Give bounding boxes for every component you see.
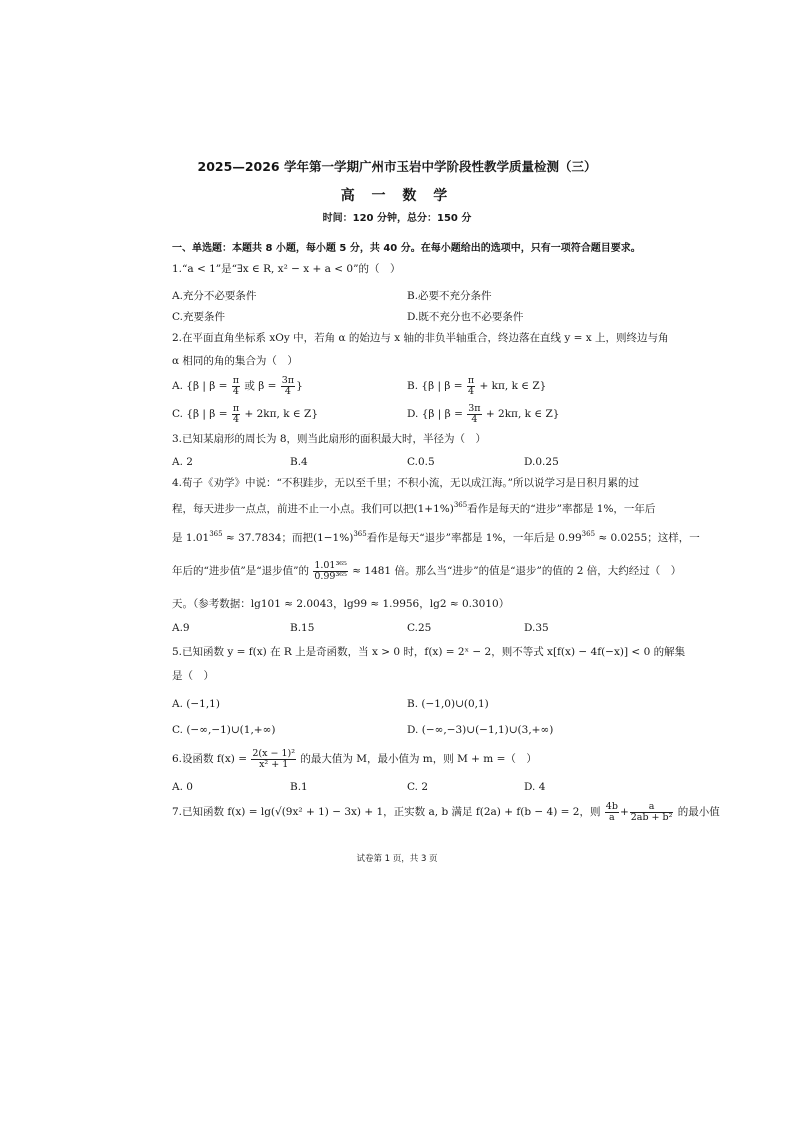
q7-suffix: 的最小值 [677, 806, 720, 818]
q3-option-d: D.0.25 [524, 456, 559, 468]
q2-a-prefix: A. {β | β = [172, 380, 228, 392]
q1-option-d: D.既不充分也不必要条件 [407, 311, 524, 323]
q4-line3-text: 是 1.01 [172, 532, 210, 544]
q2-b-frac [467, 376, 475, 397]
question-3-stem: 3.已知某扇形的周长为 8，则当此扇形的面积最大时，半径为（ ） [172, 433, 487, 445]
q2-option-a [172, 374, 303, 398]
exam-title: 2025—2026 学年第一学期广州市玉岩中学阶段性教学质量检测（三） [197, 159, 597, 174]
q2-option-c [172, 402, 318, 426]
q6-option-a: A. 0 [172, 781, 193, 793]
question-7-stem [172, 799, 720, 825]
q6-suffix: 的最大值为 M，最小值为 m，则 M + m =（ ） [300, 753, 537, 765]
q2-option-b [407, 374, 546, 398]
question-1-stem: 1.“a < 1”是“∃x ∈ R, x² − x + a < 0”的（ ） [172, 263, 401, 275]
q2-b-prefix: B. {β | β = [407, 380, 463, 392]
frac-den: 4 [468, 385, 475, 397]
frac-den: 2ab + b² [630, 811, 673, 823]
q4-line3-text: ≈ 0.0255；这样，一 [595, 532, 700, 544]
question-2-line2: α 相同的角的集合为（ ） [172, 355, 298, 367]
q6-option-b: B.1 [290, 781, 308, 793]
frac-den: 0.99³⁶⁵ [314, 570, 347, 582]
frac-num: π [232, 402, 240, 414]
q7-frac2 [630, 802, 674, 823]
q1-option-b: B.必要不充分条件 [407, 290, 492, 302]
q2-a-suffix: } [296, 380, 303, 392]
q3-option-a: A. 2 [172, 456, 193, 468]
q4-line4-text: 年后的“进步值”是“退步值”的 [172, 565, 309, 577]
q3-option-b: B.4 [290, 456, 308, 468]
q4-line2-text: 看作是每天的“进步”率都是 1%，一年后 [467, 503, 656, 515]
q4-option-a: A.9 [172, 622, 190, 634]
frac-den: 4 [284, 385, 291, 397]
page-footer: 试卷第 1 页，共 3 页 [356, 854, 438, 864]
q2-c-frac [232, 404, 240, 425]
frac-num: π [467, 374, 475, 386]
question-5-line2: 是（ ） [172, 670, 214, 682]
question-4-line1: 4.荀子《劝学》中说：“不积跬步，无以至千里；不积小流，无以成江海。”所以说学习是日积月累的过 [172, 477, 640, 489]
q2-c-prefix: C. {β | β = [172, 408, 228, 420]
q2-a-mid: 或 β = [244, 380, 277, 392]
q1-option-c: C.充要条件 [172, 311, 225, 323]
q5-option-c: C. (−∞,−1)∪(1,+∞) [172, 724, 276, 736]
q3-option-c: C.0.5 [407, 456, 435, 468]
q2-a-frac2 [281, 376, 295, 397]
q2-option-d [407, 402, 559, 426]
q4-exponent: 365 [581, 530, 596, 538]
q2-d-suffix: + 2kπ, k ∈ Z} [485, 408, 560, 420]
q6-prefix: 6.设函数 f(x) = [172, 753, 247, 765]
q4-line2-text: 程，每天进步一点点，前进不止一小点。我们可以把(1+1%) [172, 503, 454, 515]
question-4-line4 [172, 558, 681, 584]
q4-option-d: D.35 [524, 622, 549, 634]
subject-title: 高 一 数 学 [340, 188, 454, 204]
frac-den: 4 [232, 413, 239, 425]
question-4-line5: 天。（参考数据：lg101 ≈ 2.0043，lg99 ≈ 1.9956，lg2 ≈ 0.3010） [172, 598, 510, 610]
frac-num: π [232, 374, 240, 386]
question-4-line3 [172, 531, 700, 545]
frac-den: a [609, 811, 615, 823]
q5-option-b: B. (−1,0)∪(0,1) [407, 698, 489, 710]
q5-option-d: D. (−∞,−3)∪(−1,1)∪(3,+∞) [407, 724, 554, 736]
question-2-line1: 2.在平面直角坐标系 xOy 中，若角 α 的始边与 x 轴的非负半轴重合，终边落在直线 y = x 上，则终边与角 [172, 332, 669, 344]
question-4-line2 [172, 502, 655, 516]
q6-function-frac [251, 749, 296, 770]
q1-option-a: A.充分不必要条件 [172, 290, 257, 302]
q4-exponent: 365 [353, 530, 367, 538]
q6-option-c: C. 2 [407, 781, 429, 793]
question-5-line1: 5.已知函数 y = f(x) 在 R 上是奇函数，当 x > 0 时，f(x) = 2ˣ − 2，则不等式 x[f(x) − 4f(−x)] < 0 的解集 [172, 646, 686, 658]
q4-exponent: 365 [209, 530, 223, 538]
frac-num: 3π [281, 374, 295, 386]
q7-plus: + [619, 806, 629, 818]
q4-ratio-frac [313, 561, 348, 582]
frac-den: 4 [232, 385, 239, 397]
frac-num: 4b [605, 800, 618, 812]
q7-prefix: 7.已知函数 f(x) = lg(√(9x² + 1) − 3x) + 1，正实数 a, b 满足 f(2a) + f(b − 4) = 2，则 [172, 806, 601, 818]
frac-den: 4 [471, 413, 478, 425]
q6-option-d: D. 4 [524, 781, 546, 793]
q7-frac1 [605, 802, 619, 823]
q4-line3-text: ≈ 37.7834；而把(1−1%) [222, 532, 354, 544]
q4-exponent: 365 [453, 501, 468, 509]
frac-num: 3π [468, 402, 481, 414]
frac-num: 1.01³⁶⁵ [314, 559, 347, 571]
q2-d-frac [467, 404, 481, 425]
q2-b-suffix: + kπ, k ∈ Z} [479, 380, 547, 392]
frac-den: x² + 1 [259, 758, 289, 770]
q4-line4-text: ≈ 1481 倍。那么当“进步”的值是“退步”的值的 2 倍，大约经过（ ） [352, 565, 682, 577]
q2-a-frac1 [232, 376, 240, 397]
q2-c-suffix: + 2kπ, k ∈ Z} [244, 408, 318, 420]
q4-option-c: C.25 [407, 622, 432, 634]
frac-num: 2(x − 1)² [252, 747, 296, 759]
time-info: 时间：120 分钟，总分：150 分 [322, 213, 472, 224]
question-6-stem [172, 746, 537, 772]
q4-line3-text: 看作是每天“退步”率都是 1%，一年后是 0.99 [366, 532, 582, 544]
q2-d-prefix: D. {β | β = [407, 408, 463, 420]
section-heading: 一、单选题：本题共 8 小题，每小题 5 分，共 40 分。在每小题给出的选项中，只有一项符合题目要求。 [172, 243, 641, 254]
frac-num: a [630, 802, 674, 813]
q4-option-b: B.15 [290, 622, 315, 634]
q5-option-a: A. (−1,1) [172, 698, 220, 710]
